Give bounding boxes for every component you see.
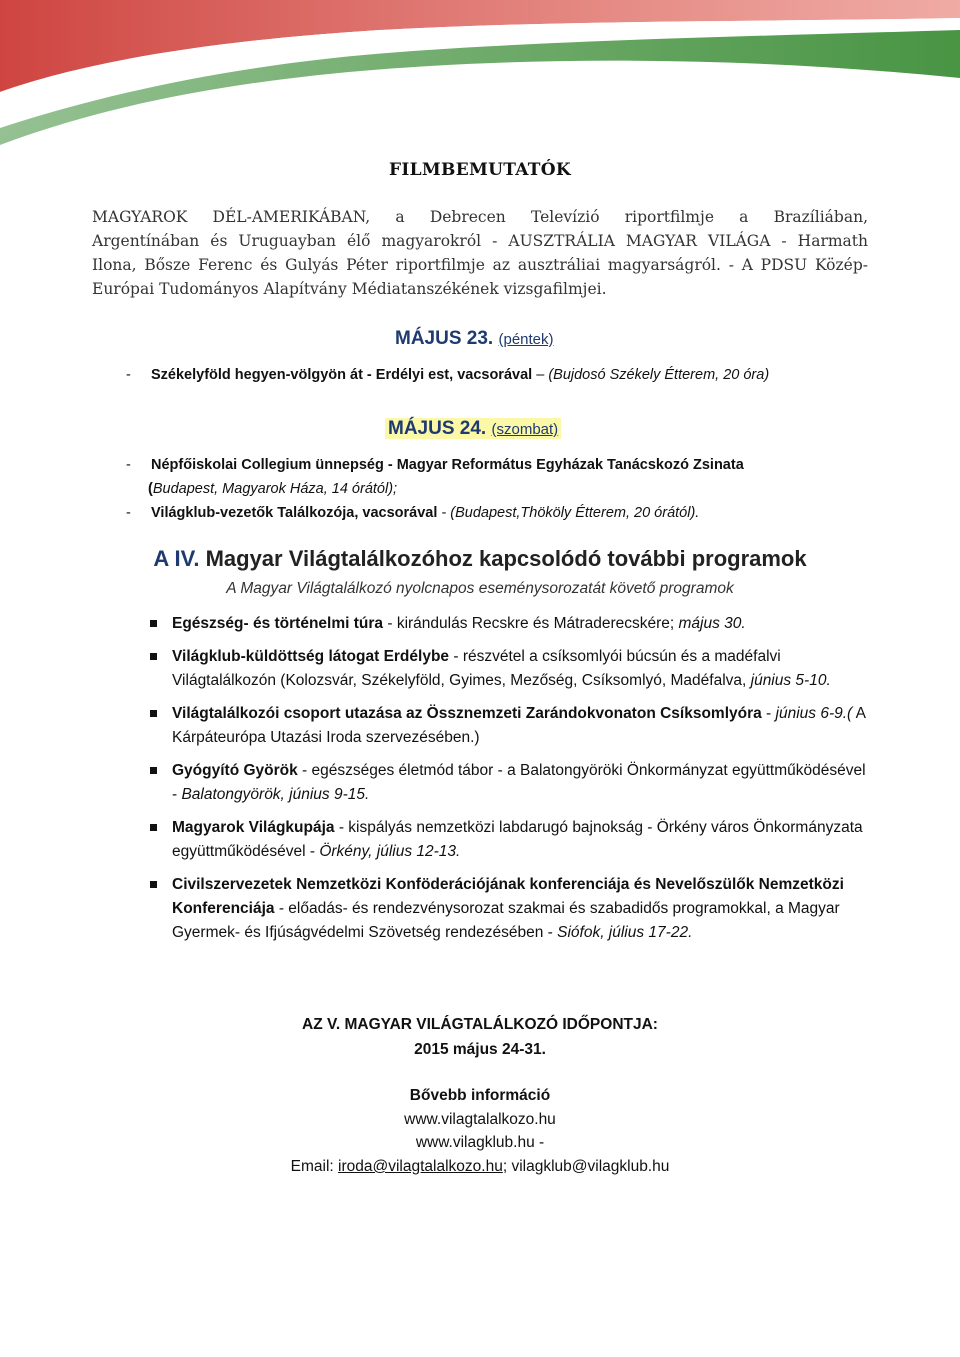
programs-subtitle: A Magyar Világtalálkozó nyolcnapos eseménysorozatát követő programok (226, 580, 734, 597)
event-title: Erdélyi est, vacsorával (375, 367, 533, 383)
website-link-1[interactable]: www.vilagtalalkozo.hu (404, 1111, 556, 1128)
program-title: Egészség- és történelmi túra (172, 615, 384, 632)
list-item (150, 759, 870, 807)
date-label: MÁJUS 23. (395, 328, 494, 349)
event-location: Budapest, Magyarok Háza, 14 órától); (152, 481, 398, 497)
intro-line-4: Európai Tudományos Alapítvány Médiatanszékének vizsgafilmjei. (92, 280, 607, 298)
bullet-square-icon (150, 710, 157, 717)
section-title-filmbemutatok: FILMBEMUTATÓK (389, 160, 571, 180)
more-info-title (0, 1087, 960, 1105)
email-link-vilagklub[interactable]: vilagklub@vilagklub.hu (511, 1158, 670, 1175)
weekday-label: (péntek) (498, 331, 554, 348)
program-date: Siófok, július 17-22. (557, 924, 693, 941)
intro-line-1: MAGYAROK DÉL-AMERIKÁBAN, a Debrecen Televízió riportfilmje a Brazíliában, (92, 208, 868, 226)
program-date: június 5-10. (750, 672, 831, 689)
email-separator: ; (502, 1158, 508, 1175)
bullet-square-icon (150, 620, 157, 627)
program-organizer: A Kárpáteurópa Utazási Iroda szervezésében.) (172, 705, 866, 746)
program-title: Világklub-küldöttség látogat Erdélybe (172, 648, 450, 665)
intro-line-3: Ilona, Bősze Ferenc és Gulyás Péter riportfilmje az ausztráliai magyarságról. - A PDSU Közép- (92, 256, 868, 274)
list-item (150, 702, 870, 750)
program-text: - kirándulás Recskre és Mátraderecskére; (383, 615, 679, 632)
date-text: MÁJUS 24. (388, 418, 487, 439)
program-text: - kispályás nemzetközi labdarugó bajnokság - Örkény város Önkormányzata együttműködésével - (172, 819, 863, 860)
date-label (385, 418, 561, 439)
weekday-label: (szombat) (491, 421, 559, 438)
event-title: Világklub-vezetők Találkozója, vacsorával (151, 505, 438, 521)
event-dash: - (126, 367, 131, 383)
event-separator: – (536, 367, 545, 383)
bullet-square-icon (150, 824, 157, 831)
tricolor-swoosh-decoration (0, 0, 960, 150)
program-date: június 6-9.( (775, 705, 853, 722)
event-date-title-text: AZ V. MAGYAR VILÁGTALÁLKOZÓ IDŐPONTJA: (302, 1016, 658, 1033)
event-title: Népfőiskolai Collegium ünnepség - Magyar Református Egyházak Tanácskozó Zsinata (151, 457, 744, 473)
email-label: Email: (290, 1158, 334, 1175)
event-name: Székelyföld hegyen-völgyön át - (151, 367, 372, 383)
event-detail: (Bujdosó Székely Étterem, 20 óra) (548, 367, 770, 383)
bullet-square-icon (150, 653, 157, 660)
more-info-title-text: Bővebb információ (409, 1087, 551, 1104)
program-date: május 30. (678, 615, 746, 632)
event-date-value-text: 2015 május 24-31. (414, 1041, 546, 1058)
program-title: Civilszervezetek Nemzetközi Konföderációjának konferenciája és Nevelőszülők Nemzetközi Konferenciája (172, 876, 844, 917)
event-may-24-1 (126, 454, 744, 476)
program-text: - részvétel a csíksomlyói búcsún és a madéfalvi Világtalálkozón (Kolozsvár, Székelyföld, Gyimes, Mezőség, Csíksomlyó, Madéfalva, (172, 648, 781, 689)
list-item (150, 612, 870, 636)
program-text: - előadás- és rendezvénysorozat szakmai és szabadidős programokkal, a Magyar Gyermek- és Ifjúságvédelmi Szövetség rendezésében - (172, 900, 840, 941)
intro-paragraph (92, 205, 868, 301)
program-date: Örkény, július 12-13. (319, 843, 461, 860)
program-date: Balatongyörök, június 9-15. (181, 786, 370, 803)
program-title: Világtalálkozói csoport utazása az Össznemzeti Zarándokvonaton Csíksomlyóra (172, 705, 762, 722)
bullet-square-icon (150, 767, 157, 774)
programs-heading-text: Magyar Világtalálkozóhoz kapcsolódó további programok (205, 546, 807, 571)
list-item (150, 873, 870, 945)
email-line (0, 1158, 960, 1176)
program-text: - (761, 705, 776, 722)
programs-heading-prefix: A IV. (153, 546, 200, 571)
programs-list (150, 612, 870, 954)
list-item (150, 645, 870, 693)
event-dash: - (126, 457, 131, 473)
program-title: Magyarok Világkupája (172, 819, 335, 836)
date-heading-may-23 (395, 328, 554, 350)
event-detail: - (Budapest,Thököly Étterem, 20 órától). (441, 505, 700, 521)
event-dash: - (126, 505, 131, 521)
program-title: Gyógyító Györök (172, 762, 298, 779)
event-may-23 (126, 364, 769, 386)
programs-heading (0, 546, 960, 572)
intro-line-2: Argentínában és Uruguayban élő magyarokról - AUSZTRÁLIA MAGYAR VILÁGA - Harmath (92, 232, 868, 250)
list-item (150, 816, 870, 864)
date-heading-may-24 (385, 418, 561, 440)
event-paren: ( (148, 481, 153, 497)
event-date-title (0, 1016, 960, 1034)
website-link-2[interactable]: www.vilagklub.hu - (415, 1134, 545, 1151)
event-may-24-2 (126, 502, 699, 524)
bullet-square-icon (150, 881, 157, 888)
event-date-value (0, 1041, 960, 1059)
email-link-iroda[interactable]: iroda@vilagtalalkozo.hu (338, 1158, 503, 1175)
program-text: - egészséges életmód tábor - a Balatongyöröki Önkormányzat együttműködésével - (172, 762, 866, 803)
event-may-24-1-location (148, 478, 397, 500)
